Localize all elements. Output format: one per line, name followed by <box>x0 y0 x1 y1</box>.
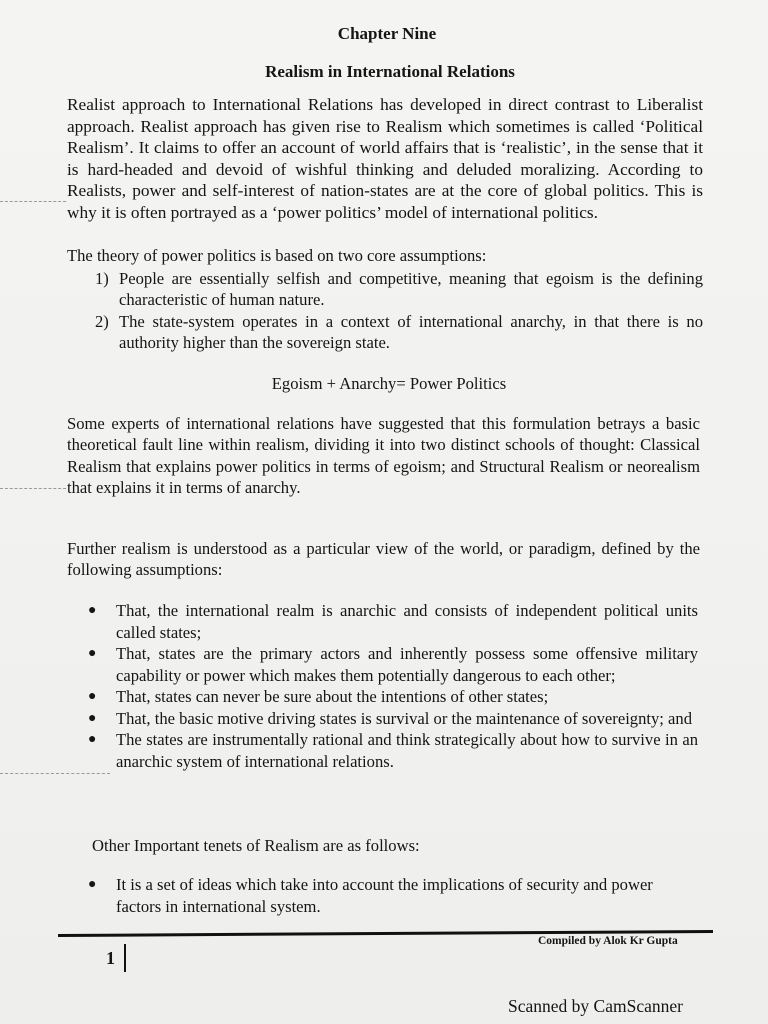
chapter-label: Chapter Nine <box>337 24 437 43</box>
list-item-number: 1) <box>95 269 109 288</box>
scan-artifact-line <box>0 488 66 489</box>
core-assumptions-list <box>95 268 703 353</box>
list-item-text: It is a set of ideas which take into account the implications of security and power factors in international system. <box>116 875 653 916</box>
scan-artifact-line <box>0 773 110 774</box>
list-item-text: That, states can never be sure about the intentions of other states; <box>116 687 549 706</box>
list-item-text: People are essentially selfish and competitive, meaning that egoism is the defining characteristic of human nature. <box>119 269 703 310</box>
scanner-watermark: Scanned by CamScanner <box>508 996 683 1016</box>
list-item <box>95 268 703 311</box>
bullet-icon: ● <box>88 710 97 726</box>
list-item-text: That, the international realm is anarchic and consists of independent political units called states; <box>116 601 698 642</box>
bullet-icon: ● <box>88 603 97 618</box>
experts-paragraph: Some experts of international relations have suggested that this formulation betrays a basic theoretical fault line within realism, dividing it into two distinct schools of thought: Classical Realism that explains power politics in terms of egoism; and Structural Realism or neorealism that explains it in terms of anarchy. <box>67 414 700 497</box>
page-title: Realism in International Relations <box>265 62 515 81</box>
other-tenets-heading: Other Important tenets of Realism are as follows: <box>92 836 420 855</box>
bullet-icon: ● <box>88 646 97 661</box>
compiled-by-credit: Compiled by Alok Kr Gupta <box>538 935 678 947</box>
paradigm-assumptions-list <box>88 600 698 772</box>
list-item <box>95 311 703 354</box>
formula-line: Egoism + Anarchy= Power Politics <box>271 374 507 393</box>
intro-paragraph: Realist approach to International Relations has developed in direct contrast to Liberalist approach. Realist approach has given rise to Realism which sometimes is called ‘Political Realism’. It claims to offer an account of world affairs that is ‘realistic’, in the sense that it is hard-headed and devoid of wishful thinking and deluded moralizing. According to Realists, power and self-interest of nation-states are at the core of global politics. This is why it is often portrayed as a ‘power politics’ model of international politics. <box>67 95 703 222</box>
list-item-text: The states are instrumentally rational and think strategically about how to survive in an anarchic system of international relations. <box>116 730 698 771</box>
list-item <box>88 686 698 708</box>
scan-artifact-line <box>0 201 66 202</box>
list-item-text: That, the basic motive driving states is survival or the maintenance of sovereignty; and <box>116 708 693 728</box>
list-item-number: 2) <box>95 311 109 331</box>
bullet-icon: ● <box>88 732 97 747</box>
list-item <box>88 729 698 772</box>
list-item <box>88 708 698 730</box>
theory-line: The theory of power politics is based on two core assumptions: <box>67 246 487 265</box>
list-item-text: The state-system operates in a context of international anarchy, in that there is no authority higher than the sovereign state. <box>119 311 703 352</box>
list-item-text: That, states are the primary actors and inherently possess some offensive military capability or power which makes them potentially dangerous to each other; <box>116 644 698 685</box>
further-paragraph: Further realism is understood as a particular view of the world, or paradigm, defined by the following assumptions: <box>67 539 700 580</box>
bullet-icon: ● <box>88 877 97 892</box>
bullet-icon: ● <box>88 689 97 704</box>
other-tenets-list <box>88 874 698 917</box>
list-item <box>88 643 698 686</box>
footer-divider <box>124 944 126 972</box>
page-number: 1 <box>106 948 115 968</box>
list-item <box>88 600 698 643</box>
list-item <box>88 874 698 917</box>
